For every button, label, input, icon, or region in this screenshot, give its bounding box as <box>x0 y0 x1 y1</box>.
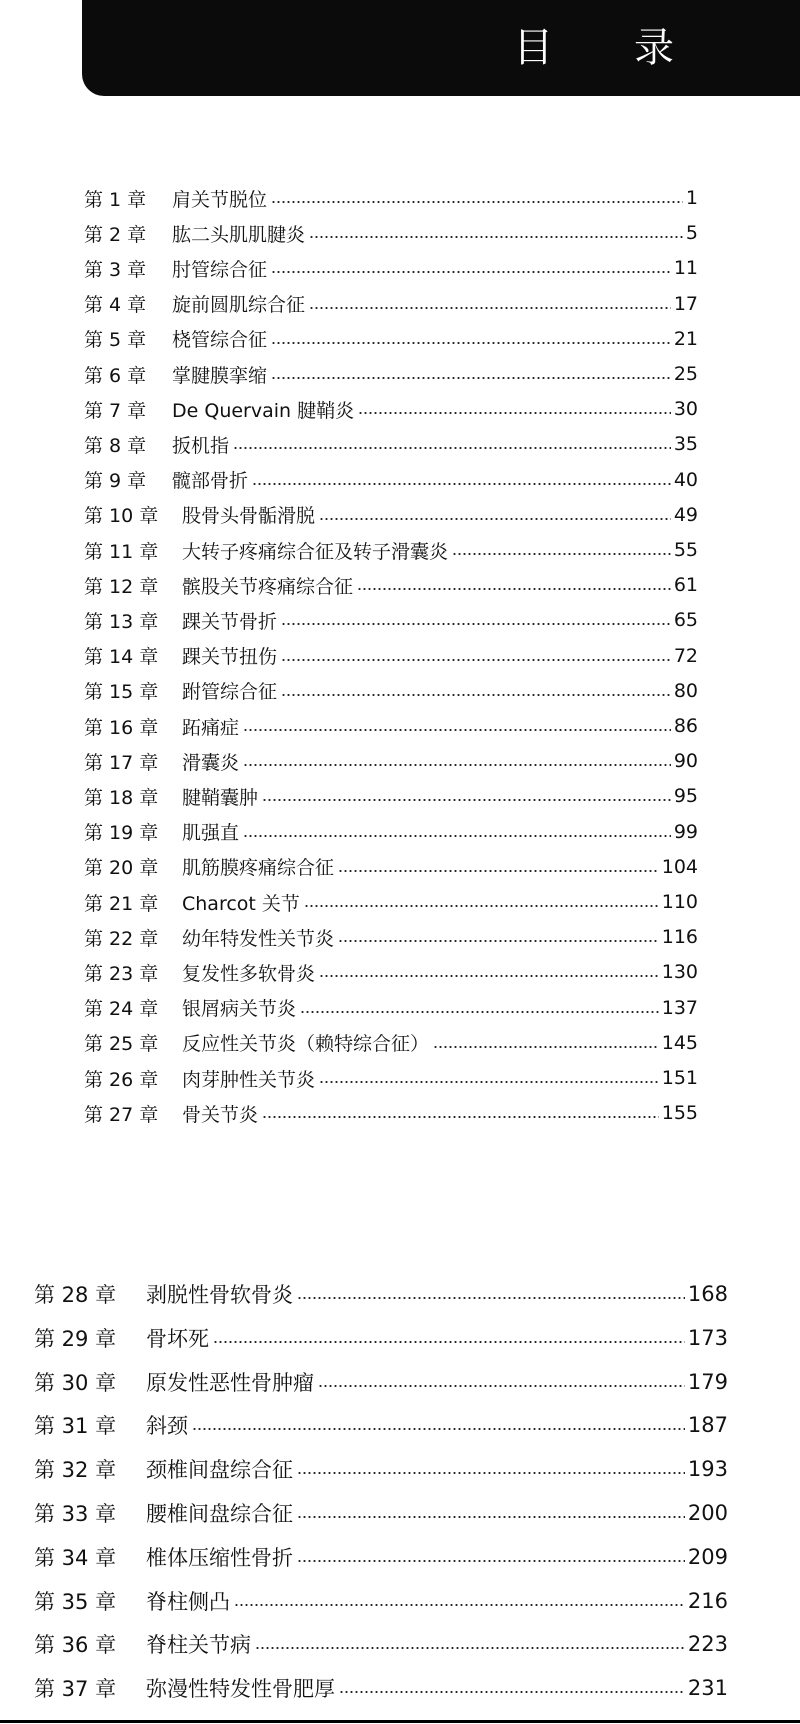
chapter-title: 股骨头骨骺滑脱 <box>182 505 316 528</box>
chapter-title: 弥漫性特发性骨肥厚 <box>146 1677 335 1702</box>
toc-entry[interactable] <box>34 1626 728 1662</box>
toc-entry[interactable] <box>84 815 698 849</box>
toc-entry[interactable] <box>84 427 698 461</box>
chapter-title: 桡管综合征 <box>172 329 268 352</box>
page-number: 95 <box>673 785 698 808</box>
toc-entry[interactable] <box>84 287 698 321</box>
dot-leader <box>243 729 671 731</box>
dot-leader <box>338 870 659 872</box>
toc-entry[interactable] <box>84 991 698 1025</box>
chapter-title: 踝关节骨折 <box>182 610 278 633</box>
page-number: 145 <box>661 1031 698 1054</box>
page-number: 187 <box>687 1413 728 1438</box>
toc-entry[interactable] <box>34 1320 728 1356</box>
chapter-title: 掌腱膜挛缩 <box>172 364 268 387</box>
dot-leader <box>319 1081 659 1083</box>
chapter-title: 椎体压缩性骨折 <box>146 1545 293 1570</box>
toc-entry[interactable] <box>84 322 698 356</box>
toc-entry[interactable] <box>84 568 698 602</box>
chapter-number: 第 7 章 <box>84 399 147 422</box>
chapter-title: 反应性关节炎（赖特综合征） <box>182 1033 430 1056</box>
page-number: 155 <box>661 1102 698 1125</box>
page-number: 231 <box>687 1676 728 1701</box>
dot-leader <box>319 975 659 977</box>
chapter-title: 腰椎间盘综合征 <box>146 1502 293 1526</box>
toc-entry[interactable] <box>34 1451 728 1487</box>
chapter-number: 第 23 章 <box>84 962 159 985</box>
toc-entry[interactable] <box>84 181 698 215</box>
chapter-number: 第 16 章 <box>84 716 159 739</box>
toc-entry[interactable] <box>84 920 698 954</box>
toc-entry[interactable] <box>84 1061 698 1095</box>
page-number: 55 <box>673 539 698 561</box>
toc-entry[interactable] <box>84 533 698 567</box>
chapter-number: 第 28 章 <box>34 1283 117 1307</box>
dot-leader <box>271 342 671 344</box>
chapter-number: 第 22 章 <box>84 927 159 950</box>
chapter-title: 原发性恶性骨肿瘤 <box>146 1370 314 1395</box>
page-number: 11 <box>673 257 698 280</box>
toc-entry[interactable] <box>34 1583 728 1619</box>
chapter-number: 第 35 章 <box>34 1589 117 1614</box>
dot-leader <box>192 1428 685 1430</box>
toc-entry[interactable] <box>84 850 698 884</box>
chapter-number: 第 31 章 <box>34 1414 117 1439</box>
toc-entry[interactable] <box>34 1539 728 1575</box>
toc-entry[interactable] <box>34 1276 728 1312</box>
chapter-number: 第 11 章 <box>84 540 159 563</box>
page-number: 193 <box>687 1457 728 1482</box>
chapter-number: 第 6 章 <box>84 364 147 387</box>
dot-leader <box>300 1011 659 1013</box>
toc-entry[interactable] <box>84 603 698 637</box>
page-number: 86 <box>673 715 698 737</box>
page-number: 40 <box>673 468 698 491</box>
toc-entry[interactable] <box>84 709 698 743</box>
chapter-number: 第 24 章 <box>84 998 159 1021</box>
page-number: 173 <box>687 1325 728 1350</box>
page-number: 17 <box>673 292 698 315</box>
dot-leader <box>281 659 671 661</box>
dot-leader <box>234 1604 685 1606</box>
page-title: 目 录 <box>513 25 708 71</box>
chapter-number: 第 27 章 <box>84 1103 159 1126</box>
toc-entry[interactable] <box>84 1096 698 1130</box>
chapter-title: 剥脱性骨软骨炎 <box>146 1283 293 1307</box>
chapter-number: 第 26 章 <box>84 1068 159 1091</box>
chapter-title: 滑囊炎 <box>182 751 240 774</box>
toc-entry[interactable] <box>84 955 698 989</box>
chapter-title: 肘管综合征 <box>172 258 268 281</box>
chapter-title: De Quervain 腱鞘炎 <box>172 399 355 422</box>
chapter-number: 第 29 章 <box>34 1326 117 1351</box>
chapter-title: 腱鞘囊肿 <box>182 786 259 809</box>
page-number: 5 <box>685 222 698 245</box>
dot-leader <box>297 1516 685 1518</box>
page-number: 65 <box>673 609 698 632</box>
toc-entry[interactable] <box>84 744 698 778</box>
toc-entry[interactable] <box>84 779 698 813</box>
chapter-title: 银屑病关节炎 <box>182 998 297 1021</box>
toc-entry[interactable] <box>84 1026 698 1060</box>
page-number: 30 <box>673 398 698 421</box>
chapter-number: 第 9 章 <box>84 470 147 493</box>
chapter-number: 第 25 章 <box>84 1033 159 1056</box>
chapter-number: 第 21 章 <box>84 892 159 915</box>
chapter-number: 第 12 章 <box>84 575 159 598</box>
toc-entry[interactable] <box>34 1670 728 1706</box>
dot-leader <box>309 236 683 238</box>
page-number: 104 <box>661 855 698 878</box>
page-number: 116 <box>661 926 698 949</box>
chapter-title: 肩关节脱位 <box>172 188 268 211</box>
bottom-rule <box>0 1720 800 1723</box>
dot-leader <box>255 1647 685 1649</box>
page-number: 35 <box>673 433 698 456</box>
toc-entry[interactable] <box>84 463 698 497</box>
dot-leader <box>358 412 671 414</box>
toc-entry[interactable] <box>84 357 698 391</box>
chapter-title: 大转子疼痛综合征及转子滑囊炎 <box>182 540 449 563</box>
page-number: 168 <box>687 1282 728 1306</box>
page-number: 110 <box>661 891 698 913</box>
chapter-title: 骨坏死 <box>146 1326 209 1351</box>
header-bar <box>82 0 800 96</box>
chapter-number: 第 10 章 <box>84 505 159 528</box>
chapter-number: 第 36 章 <box>34 1633 117 1658</box>
chapter-title: 肱二头肌肌腱炎 <box>172 223 306 246</box>
dot-leader <box>338 940 659 942</box>
dot-leader <box>281 694 671 696</box>
page-number: 130 <box>661 961 698 984</box>
dot-leader <box>252 483 671 485</box>
dot-leader <box>243 835 671 837</box>
dot-leader <box>271 201 683 203</box>
toc-entry[interactable] <box>34 1495 728 1531</box>
dot-leader <box>262 1116 659 1118</box>
chapter-number: 第 4 章 <box>84 294 147 317</box>
chapter-title: 扳机指 <box>172 434 230 457</box>
chapter-number: 第 37 章 <box>34 1677 117 1702</box>
page-number: 1 <box>685 187 698 209</box>
dot-leader <box>309 307 671 309</box>
toc-entry[interactable] <box>84 674 698 708</box>
dot-leader <box>233 447 671 449</box>
toc-entry[interactable] <box>34 1407 728 1443</box>
chapter-number: 第 8 章 <box>84 434 147 457</box>
chapter-title: 脊柱关节病 <box>146 1633 251 1658</box>
page-number: 80 <box>673 679 698 702</box>
chapter-title: 复发性多软骨炎 <box>182 962 316 985</box>
page-number: 99 <box>673 820 698 843</box>
chapter-title: 髋部骨折 <box>172 470 249 493</box>
chapter-number: 第 17 章 <box>84 751 159 774</box>
dot-leader <box>271 377 671 379</box>
chapter-number: 第 20 章 <box>84 857 159 880</box>
chapter-number: 第 33 章 <box>34 1502 117 1526</box>
dot-leader <box>304 905 659 907</box>
page-number: 200 <box>687 1501 728 1525</box>
dot-leader <box>433 1046 659 1048</box>
dot-leader <box>452 553 671 555</box>
toc-entry[interactable] <box>84 498 698 532</box>
chapter-number: 第 18 章 <box>84 786 159 809</box>
page-number: 72 <box>673 644 698 667</box>
dot-leader <box>297 1297 685 1299</box>
page-number: 90 <box>673 750 698 773</box>
page-number: 216 <box>687 1588 728 1613</box>
chapter-title: 肉芽肿性关节炎 <box>182 1068 316 1091</box>
chapter-title: 幼年特发性关节炎 <box>182 927 335 950</box>
dot-leader <box>357 588 671 590</box>
chapter-number: 第 1 章 <box>84 188 147 211</box>
page-number: 137 <box>661 996 698 1019</box>
chapter-number: 第 5 章 <box>84 329 147 352</box>
chapter-number: 第 14 章 <box>84 646 159 669</box>
toc-entry[interactable] <box>84 885 698 919</box>
chapter-title: 跗管综合征 <box>182 681 278 704</box>
dot-leader <box>281 623 671 625</box>
toc-entry[interactable] <box>84 392 698 426</box>
chapter-number: 第 30 章 <box>34 1370 117 1395</box>
chapter-title: 跖痛症 <box>182 716 240 739</box>
chapter-title: 骨关节炎 <box>182 1103 259 1126</box>
chapter-title: 踝关节扭伤 <box>182 646 278 669</box>
dot-leader <box>318 1385 685 1387</box>
dot-leader <box>339 1691 685 1693</box>
toc-entry[interactable] <box>34 1364 728 1400</box>
dot-leader <box>262 799 671 801</box>
dot-leader <box>319 518 671 520</box>
dot-leader <box>243 764 671 766</box>
page-number: 179 <box>687 1369 728 1394</box>
page-number: 151 <box>661 1067 698 1089</box>
page-number: 61 <box>673 574 698 597</box>
chapter-number: 第 2 章 <box>84 223 147 246</box>
page-number: 49 <box>673 503 698 526</box>
toc-entry[interactable] <box>84 216 698 250</box>
dot-leader <box>297 1560 685 1562</box>
page-number: 25 <box>673 363 698 385</box>
page-number: 209 <box>687 1544 728 1569</box>
chapter-number: 第 3 章 <box>84 258 147 281</box>
chapter-number: 第 13 章 <box>84 610 159 633</box>
chapter-title: 旋前圆肌综合征 <box>172 294 306 317</box>
chapter-number: 第 32 章 <box>34 1458 117 1483</box>
dot-leader <box>213 1341 685 1343</box>
chapter-title: 脊柱侧凸 <box>146 1589 230 1614</box>
toc-entry[interactable] <box>84 639 698 673</box>
chapter-title: 斜颈 <box>146 1414 188 1439</box>
chapter-number: 第 34 章 <box>34 1545 117 1570</box>
toc-entry[interactable] <box>84 251 698 285</box>
chapter-title: 髌股关节疼痛综合征 <box>182 575 354 598</box>
chapter-title: 肌筋膜疼痛综合征 <box>182 857 335 880</box>
dot-leader <box>297 1472 685 1474</box>
chapter-title: 肌强直 <box>182 822 240 845</box>
dot-leader <box>271 271 671 273</box>
chapter-title: 颈椎间盘综合征 <box>146 1458 293 1483</box>
page-number: 21 <box>673 327 698 350</box>
chapter-number: 第 15 章 <box>84 681 159 704</box>
page-number: 223 <box>687 1632 728 1657</box>
chapter-title: Charcot 关节 <box>182 892 300 915</box>
chapter-number: 第 19 章 <box>84 822 159 845</box>
